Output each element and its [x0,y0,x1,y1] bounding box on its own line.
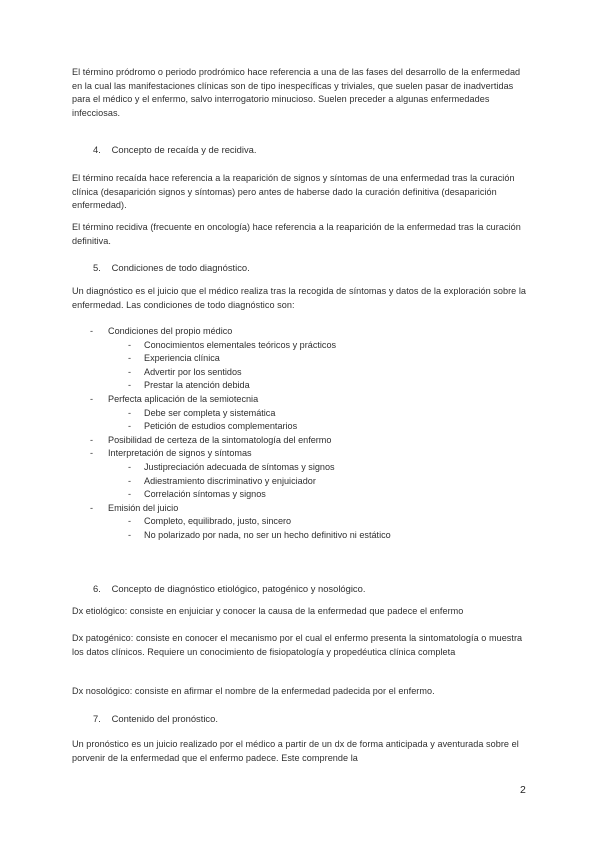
list-subitem: - Justipreciación adecuada de síntomas y signos [88,461,528,475]
list-subitem: - Petición de estudios complementarios [88,420,528,434]
list-subitem: - Debe ser completa y sistemática [88,407,528,421]
heading-number: 7. [93,713,101,724]
list-subitem: - Prestar la atención debida [88,379,528,393]
heading-pronostico [93,712,218,725]
list-subitem: - Experiencia clínica [88,352,528,366]
paragraph-pronostico: Un pronóstico es un juicio realizado por el médico a partir de un dx de forma anticipada y aventurada sobre el porvenir de la enfermedad que el enfermo padece. Este comprende la [72,739,519,763]
list-subitem: - No polarizado por nada, no ser un hecho definitivo ni estático [88,529,528,543]
list-item: - Interpretación de signos y síntomas [88,447,528,461]
paragraph-prodromo: El término pródromo o periodo prodrómico hace referencia a una de las fases del desarrollo de la enfermedad en la cual las manifestaciones clínicas son de tipo inespecíficas y triviales, que suelen pasar de inadvertidas para el médico y el enfermo, salvo interrogatorio minucioso. Suelen preceder a algunas enfermedades infecciosas. [72,67,521,118]
heading-recaida-recidiva [93,143,257,156]
list-subitem: - Adiestramiento discriminativo y enjuiciador [88,475,528,489]
heading-text: Condiciones de todo diagnóstico. [111,262,250,273]
heading-number: 5. [93,262,101,273]
conditions-list [88,325,528,543]
paragraph-recaida: El término recaída hace referencia a la reaparición de signos y síntomas de una enfermedad tras la curación clínica (desaparición signos y síntomas) pero antes de haberse dado la curación definitiva (desaparición enfermedad). [72,173,515,211]
heading-number: 4. [93,144,101,155]
list-item: - Emisión del juicio [88,502,528,516]
list-item: - Perfecta aplicación de la semiotecnia [88,393,528,407]
list-subitem: - Conocimientos elementales teóricos y prácticos [88,339,528,353]
paragraph-dx-patogenico: Dx patogénico: consiste en conocer el mecanismo por el cual el enfermo presenta la sintomatología o muestra los datos clínicos. Requiere un conocimiento de fisiopatología y propedéutica clínica completa [72,633,523,657]
paragraph-dx-etiologico: Dx etiológico: consiste en enjuiciar y conocer la causa de la enfermedad que padece el enfermo [72,606,464,616]
page-number: 2 [520,784,526,796]
list-item: - Posibilidad de certeza de la sintomatología del enfermo [88,434,528,448]
paragraph-dx-nosologico: Dx nosológico: consiste en afirmar el nombre de la enfermedad padecida por el enfermo. [72,686,435,696]
heading-condiciones-diagnostico [93,261,250,274]
paragraph-recidiva: El término recidiva (frecuente en oncología) hace referencia a la reaparición de la enfermedad tras la curación definitiva. [72,222,521,246]
heading-tipos-diagnostico [93,582,365,595]
list-item: - Condiciones del propio médico [88,325,528,339]
list-subitem: - Correlación síntomas y signos [88,488,528,502]
paragraph-diagnostico: Un diagnóstico es el juicio que el médico realiza tras la recogida de síntomas y datos de la exploración sobre la enfermedad. Las condiciones de todo diagnóstico son: [72,286,527,310]
list-subitem: - Completo, equilibrado, justo, sincero [88,515,528,529]
heading-number: 6. [93,583,101,594]
heading-text: Concepto de diagnóstico etiológico, patogénico y nosológico. [111,583,366,594]
heading-text: Contenido del pronóstico. [111,713,218,724]
heading-text: Concepto de recaída y de recidiva. [111,144,257,155]
list-subitem: - Advertir por los sentidos [88,366,528,380]
